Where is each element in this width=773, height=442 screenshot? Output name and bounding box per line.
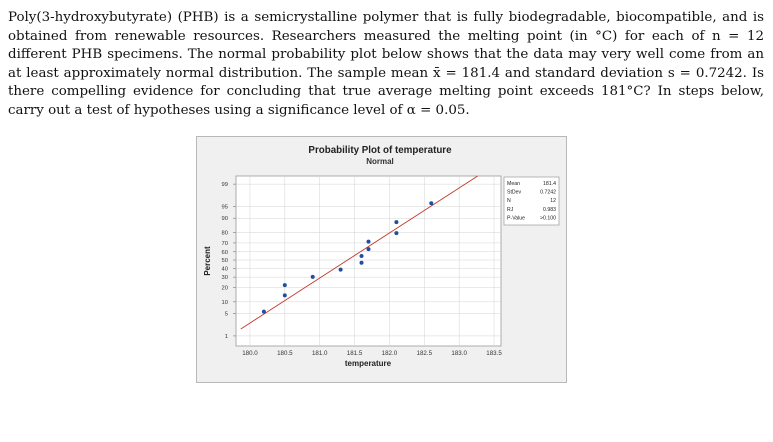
x-tick-label: 181.0 bbox=[311, 350, 328, 357]
y-tick-label: 80 bbox=[221, 230, 228, 237]
y-tick-label: 95 bbox=[221, 204, 228, 211]
data-point bbox=[367, 247, 371, 251]
y-tick-label: 10 bbox=[221, 299, 228, 306]
plot-area bbox=[236, 176, 501, 346]
y-tick-label: 99 bbox=[221, 182, 228, 189]
x-axis-label: temperature bbox=[344, 359, 392, 368]
data-point bbox=[311, 275, 315, 279]
x-tick-label: 181.5 bbox=[346, 350, 363, 357]
stats-value: 0.7242 bbox=[540, 189, 556, 196]
chart-title: Probability Plot of temperature bbox=[308, 145, 452, 156]
data-point bbox=[394, 220, 398, 224]
stats-label: StDev bbox=[507, 189, 522, 196]
stats-label: P-Value bbox=[507, 215, 526, 222]
data-point bbox=[360, 261, 364, 265]
stats-value: >0.100 bbox=[539, 215, 556, 222]
data-point bbox=[262, 310, 266, 314]
data-point bbox=[367, 240, 371, 244]
chart-subtitle: Normal bbox=[366, 157, 394, 166]
stats-value: 181.4 bbox=[543, 181, 556, 187]
data-point bbox=[429, 201, 433, 205]
y-axis-label: Percent bbox=[203, 246, 212, 276]
data-point bbox=[394, 231, 398, 235]
y-tick-label: 60 bbox=[221, 249, 228, 256]
y-tick-label: 40 bbox=[221, 266, 228, 273]
data-point bbox=[360, 254, 364, 258]
probability-plot-figure bbox=[196, 136, 567, 383]
data-point bbox=[283, 293, 287, 297]
y-tick-label: 1 bbox=[224, 333, 228, 340]
y-tick-label: 5 bbox=[224, 311, 228, 318]
x-tick-label: 182.0 bbox=[381, 350, 398, 357]
probability-plot bbox=[196, 136, 567, 383]
y-tick-label: 90 bbox=[221, 216, 228, 223]
y-tick-label: 70 bbox=[221, 240, 228, 247]
x-tick-label: 180.5 bbox=[277, 350, 293, 357]
stats-label: N bbox=[507, 198, 511, 205]
y-tick-label: 20 bbox=[221, 285, 228, 292]
data-point bbox=[283, 283, 287, 287]
x-tick-label: 183.5 bbox=[486, 350, 502, 357]
y-tick-label: 30 bbox=[221, 275, 228, 282]
stats-value: 0.983 bbox=[543, 206, 556, 213]
x-tick-label: 183.0 bbox=[451, 350, 467, 357]
data-point bbox=[339, 268, 343, 272]
problem-text: Poly(3-hydroxybutyrate) (PHB) is a semicrystalline polymer that is fully biodegradable, biocompatible, and is obtained from renewable resources. Researchers measured the melting point (in °C) for each of n = 12 different PHB specimens. The normal probability plot below shows that the data may very well come from an at least approximately normal distribution. The sample mean x̄ = 181.4 and standard deviation s = 0.7242. Is there compelling evidence for concluding that true average melting point exceeds 181°C? In steps below, carry out a test of hypotheses using a significance level of α = 0.05. bbox=[8, 10, 764, 118]
x-tick-label: 180.0 bbox=[242, 350, 258, 357]
stats-label: RJ bbox=[507, 206, 514, 213]
x-tick-label: 182.5 bbox=[416, 350, 433, 357]
stats-label: Mean bbox=[507, 181, 520, 187]
stats-value: 12 bbox=[550, 198, 556, 205]
y-tick-label: 50 bbox=[221, 258, 228, 265]
